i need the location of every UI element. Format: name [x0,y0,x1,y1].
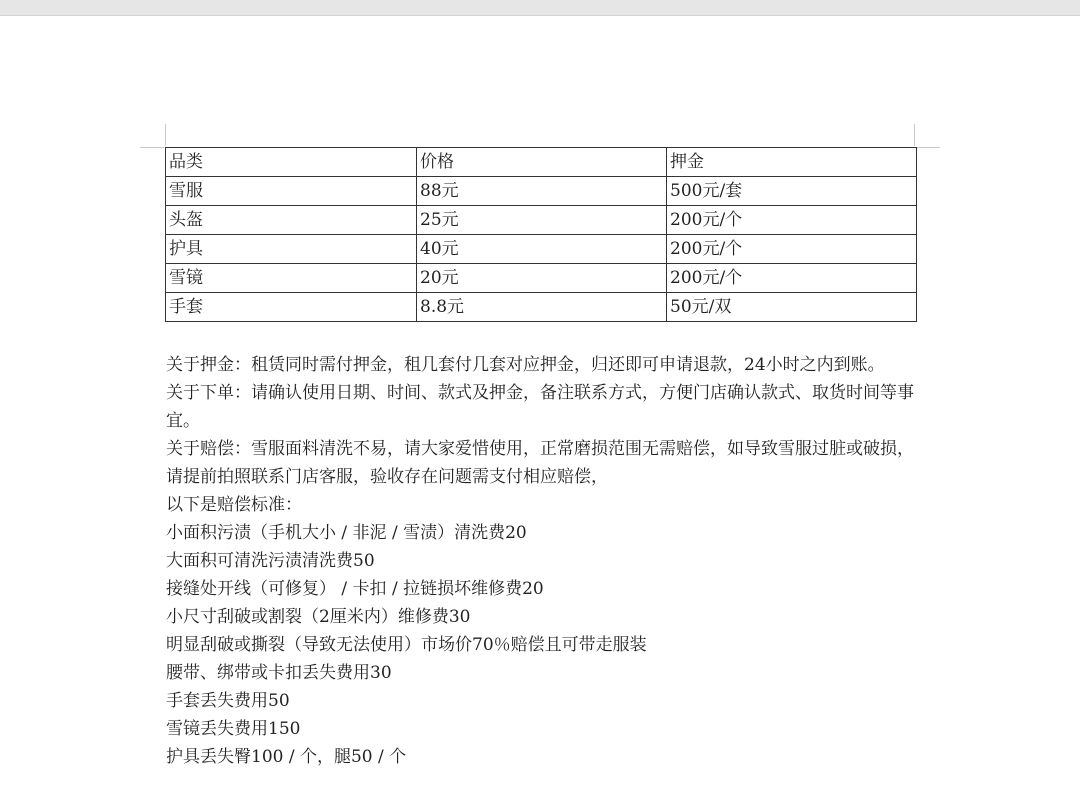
table-header-cell: 押金 [667,148,917,177]
compensation-standard-item: 手套丢失费用50 [166,691,290,711]
table-row [166,206,917,235]
document-page [0,15,1080,810]
table-cell: 手套 [166,293,417,322]
table-row [166,293,917,322]
table-cell: 雪服 [166,177,417,206]
table-row [166,235,917,264]
table-cell: 200元/个 [667,235,917,264]
compensation-standard-item: 雪镜丢失费用150 [166,719,301,739]
table-cell: 200元/个 [667,264,917,293]
table-cell: 200元/个 [667,206,917,235]
margin-corner-mark [140,147,164,148]
table-cell: 头盔 [166,206,417,235]
table-row [166,264,917,293]
margin-corner-mark [916,147,940,148]
table-row [166,177,917,206]
deposit-note: 关于押金：租赁同时需付押金，租几套付几套对应押金，归还即可申请退款，24小时之内到账。 [166,355,885,375]
table-cell: 88元 [417,177,667,206]
table-cell: 8.8元 [417,293,667,322]
compensation-standard-item: 护具丢失臀100 / 个，腿50 / 个 [166,747,407,767]
table-header-cell: 品类 [166,148,417,177]
table-cell: 50元/双 [667,293,917,322]
compensation-standard-item: 接缝处开线（可修复） / 卡扣 / 拉链损坏维修费20 [166,579,544,599]
table-header-cell: 价格 [417,148,667,177]
table-cell: 20元 [417,264,667,293]
rental-notes [166,351,926,771]
margin-corner-mark [165,124,166,146]
table-cell: 雪镜 [166,264,417,293]
compensation-standard-item: 腰带、绑带或卡扣丢失费用30 [166,663,392,683]
table-cell: 25元 [417,206,667,235]
order-note: 关于下单：请确认使用日期、时间、款式及押金，备注联系方式，方便门店确认款式、取货时间等事宜。 [166,383,914,431]
table-cell: 500元/套 [667,177,917,206]
compensation-note: 关于赔偿：雪服面料清洗不易，请大家爱惜使用，正常磨损范围无需赔偿，如导致雪服过脏或破损，请提前拍照联系门店客服，验收存在问题需支付相应赔偿， [166,439,914,487]
compensation-standard-intro: 以下是赔偿标准： [166,495,302,515]
compensation-standard-item: 明显刮破或撕裂（导致无法使用）市场价70％赔偿且可带走服装 [166,635,647,655]
compensation-standard-item: 小面积污渍（手机大小 / 非泥 / 雪渍）清洗费20 [166,523,527,543]
compensation-standard-item: 大面积可清洗污渍清洗费50 [166,551,375,571]
table-cell: 护具 [166,235,417,264]
rental-price-table [165,147,917,322]
compensation-standard-item: 小尺寸刮破或割裂（2厘米内）维修费30 [166,607,471,627]
table-header-row [166,148,917,177]
table-cell: 40元 [417,235,667,264]
margin-corner-mark [914,124,915,146]
